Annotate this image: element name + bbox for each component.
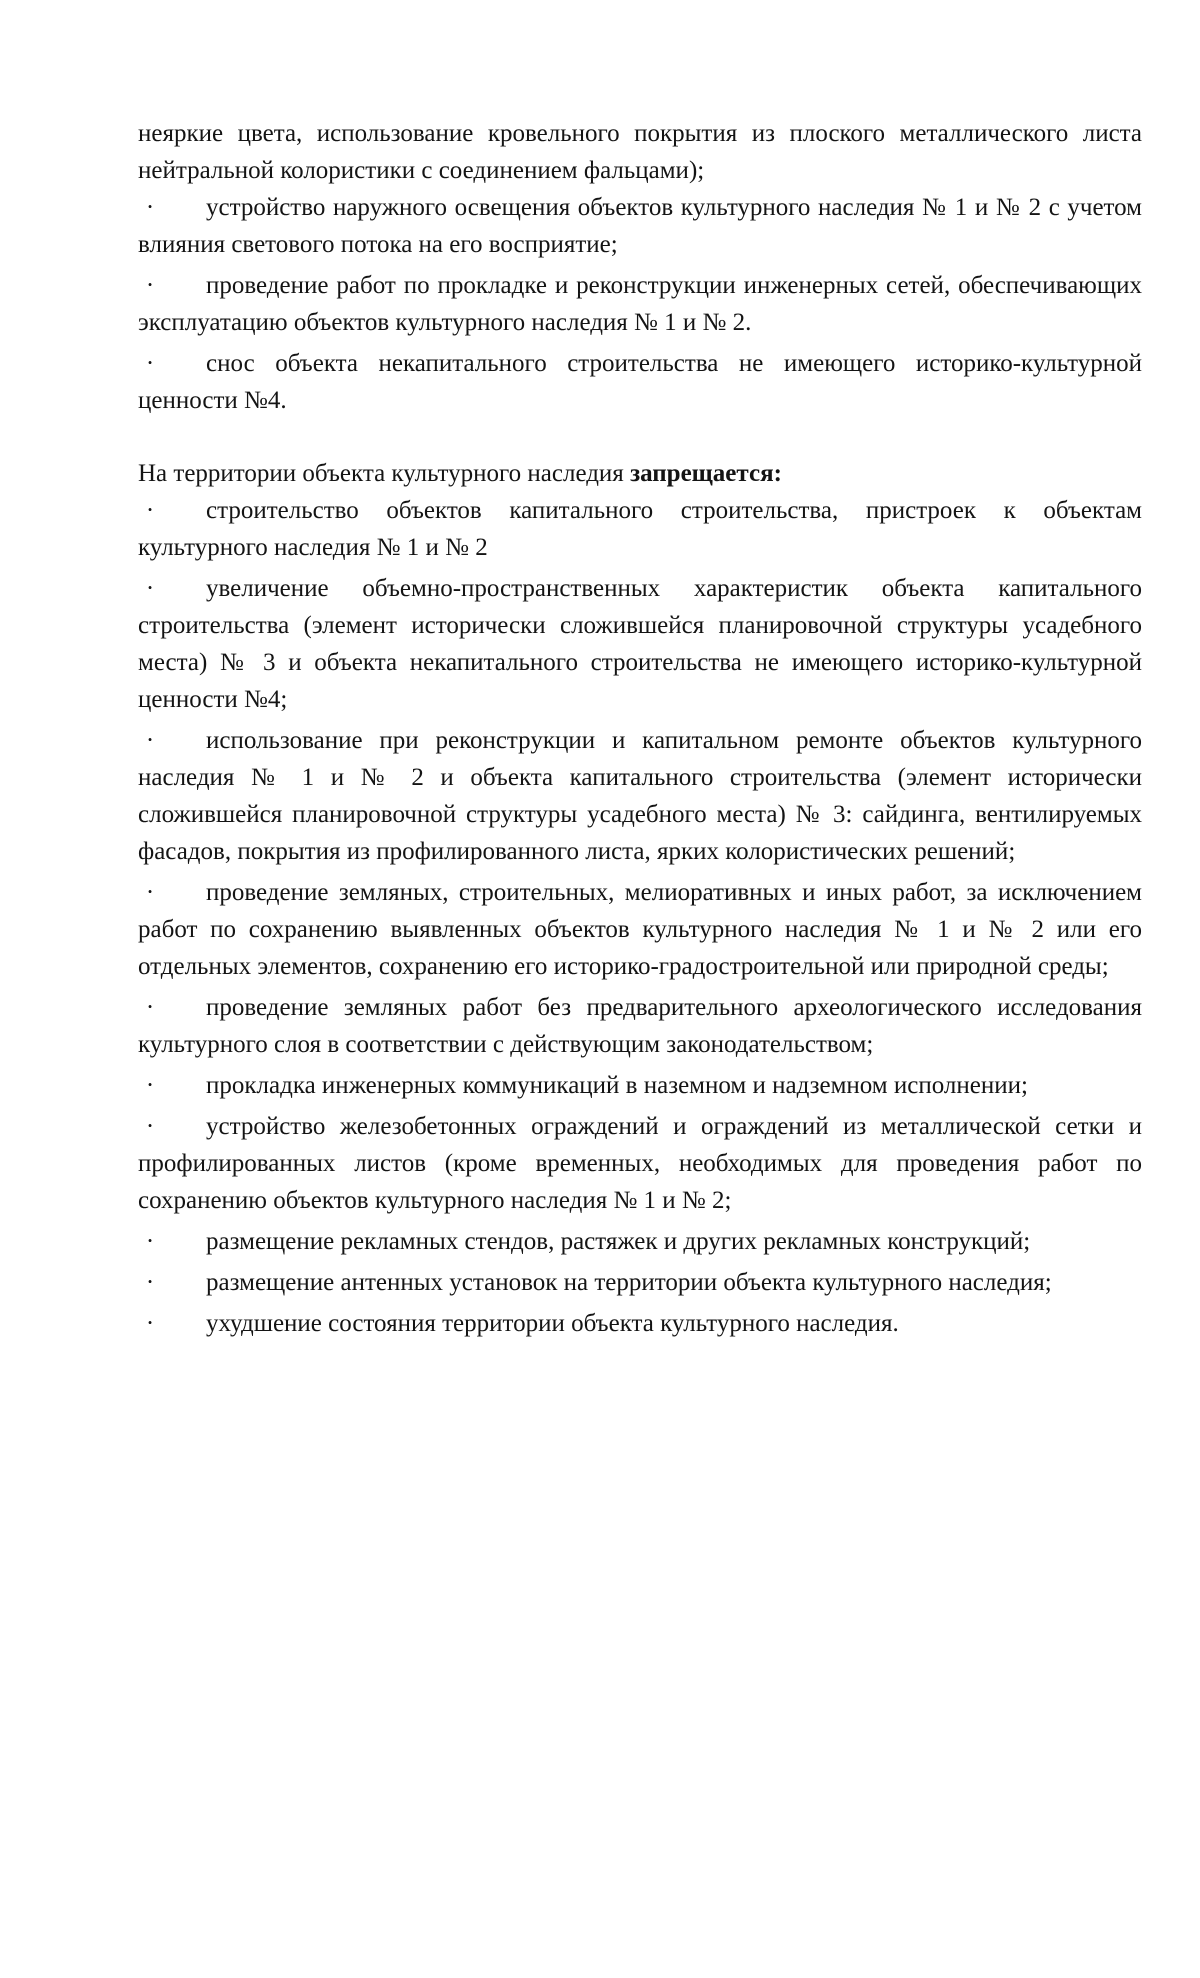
bullet-icon: · xyxy=(145,350,155,377)
bullet-icon: · xyxy=(145,575,155,602)
document-body xyxy=(138,115,1142,1346)
list-item xyxy=(138,570,1142,718)
prohibited-list xyxy=(138,492,1142,1342)
list-item xyxy=(138,345,1142,419)
list-item xyxy=(138,1108,1142,1219)
bullet-icon: · xyxy=(145,497,155,524)
bullet-icon: · xyxy=(145,194,155,221)
list-item xyxy=(138,189,1142,263)
list-item xyxy=(138,1264,1142,1301)
opening-paragraph: неяркие цвета, использование кровельного покрытия из плоского металлического листа нейтральной колористики с соединением фальцами); xyxy=(138,120,1142,184)
list-item xyxy=(138,989,1142,1063)
bullet-icon: · xyxy=(145,1228,155,1255)
list-item-text: размещение антенных установок на территории объекта культурного наследия; xyxy=(206,1269,1052,1296)
bullet-icon: · xyxy=(145,994,155,1021)
bullet-icon: · xyxy=(145,1310,155,1337)
allowed-list xyxy=(138,189,1142,419)
list-item-text: проведение работ по прокладке и реконструкции инженерных сетей, обеспечивающих эксплуатацию объектов культурного наследия № 1 и № 2. xyxy=(138,272,1142,336)
list-item-text: ухудшение состояния территории объекта культурного наследия. xyxy=(206,1310,899,1337)
bullet-icon: · xyxy=(145,1269,155,1296)
list-item xyxy=(138,1223,1142,1260)
list-item-text: устройство наружного освещения объектов культурного наследия № 1 и № 2 с учетом влияния светового потока на его восприятие; xyxy=(138,194,1142,258)
list-item xyxy=(138,267,1142,341)
list-item xyxy=(138,1067,1142,1104)
list-item xyxy=(138,1305,1142,1342)
bullet-icon: · xyxy=(145,727,155,754)
list-item xyxy=(138,874,1142,985)
bullet-icon: · xyxy=(145,879,155,906)
list-item-text: прокладка инженерных коммуникаций в наземном и надземном исполнении; xyxy=(206,1072,1028,1099)
list-item-text: проведение земляных работ без предварительного археологического исследования культурного слоя в соответствии с действующим законодательством; xyxy=(138,994,1142,1058)
bullet-icon: · xyxy=(145,1072,155,1099)
list-item-text: увеличение объемно-пространственных характеристик объекта капитального строительства (элемент исторически сложившейся планировочной структуры усадебного места) № 3 и объекта некапитального строительства не имеющего историко-культурной ценности №4; xyxy=(138,575,1142,713)
list-item-text: проведение земляных, строительных, мелиоративных и иных работ, за исключением работ по сохранению выявленных объектов культурного наследия № 1 и № 2 или его отдельных элементов, сохранению его историко-градостроительной или природной среды; xyxy=(138,879,1142,980)
list-item-text: размещение рекламных стендов, растяжек и других рекламных конструкций; xyxy=(206,1228,1031,1255)
bullet-icon: · xyxy=(145,1113,155,1140)
prohibited-intro-emphasis: запрещается: xyxy=(630,460,782,487)
list-item-text: устройство железобетонных ограждений и ограждений из металлической сетки и профилированных листов (кроме временных, необходимых для проведения работ по сохранению объектов культурного наследия № 1 и № 2; xyxy=(138,1113,1142,1214)
bullet-icon: · xyxy=(145,272,155,299)
list-item xyxy=(138,492,1142,566)
list-item-text: использование при реконструкции и капитальном ремонте объектов культурного наследия № 1 и № 2 и объекта капитального строительства (элемент исторически сложившейся планировочной структуры усадебного места) № 3: сайдинга, вентилируемых фасадов, покрытия из профилированного листа, ярких колористических решений; xyxy=(138,727,1142,865)
prohibited-intro-lead: На территории объекта культурного наследия xyxy=(138,460,631,487)
list-item-text: строительство объектов капитального строительства, пристроек к объектам культурного наследия № 1 и № 2 xyxy=(138,497,1142,561)
list-item-text: снос объекта некапитального строительства не имеющего историко-культурной ценности №4. xyxy=(138,350,1142,414)
prohibited-intro xyxy=(138,455,1142,492)
list-item xyxy=(138,722,1142,870)
